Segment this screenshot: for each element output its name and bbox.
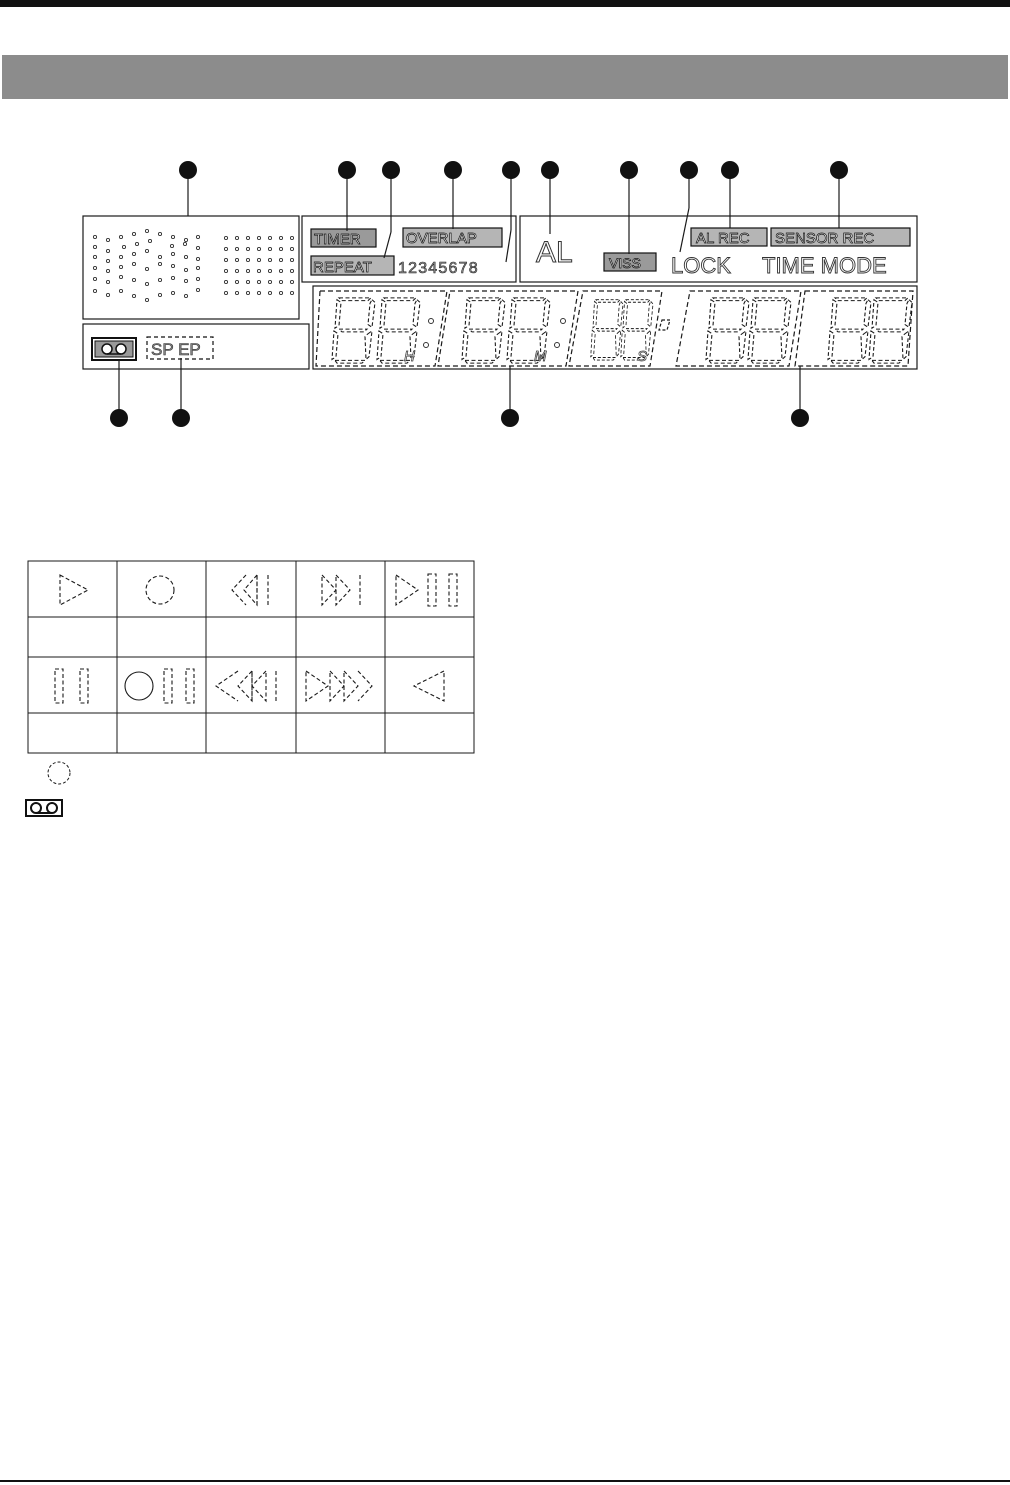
al-label: AL	[536, 236, 573, 269]
counter-right-outline	[795, 291, 913, 366]
matrix-dot	[196, 277, 199, 280]
matrix-dot	[93, 245, 96, 248]
matrix-dot	[257, 269, 260, 272]
seconds-unit-label: S	[637, 348, 648, 365]
matrix-dot	[132, 252, 135, 255]
rewind-icon	[232, 575, 268, 605]
al-rec-label: AL REC	[696, 230, 750, 247]
callout-marker	[502, 161, 520, 179]
counter-digit	[332, 298, 375, 363]
callout-marker	[791, 409, 809, 427]
matrix-dot	[171, 235, 174, 238]
matrix-dot	[196, 266, 199, 269]
matrix-dot	[170, 244, 173, 247]
counter-digit	[828, 298, 871, 363]
matrix-dot	[257, 247, 260, 250]
matrix-dot	[279, 269, 282, 272]
timer-label: TIMER	[314, 231, 361, 248]
matrix-dot	[246, 291, 249, 294]
reverse-play-icon	[414, 671, 444, 701]
matrix-dot	[279, 247, 282, 250]
fast-forward-icon	[322, 575, 360, 605]
matrix-dot	[132, 294, 135, 297]
minus-sign-icon	[659, 320, 670, 330]
matrix-dot	[290, 236, 293, 239]
matrix-dot	[184, 268, 187, 271]
matrix-dot	[246, 269, 249, 272]
matrix-dot	[106, 293, 109, 296]
matrix-dot	[235, 236, 238, 239]
matrix-dot	[246, 258, 249, 261]
matrix-dot	[257, 236, 260, 239]
matrix-dot	[171, 276, 174, 279]
matrix-dot	[132, 278, 135, 281]
matrix-dot	[235, 258, 238, 261]
play-pause-icon	[396, 574, 457, 606]
lock-label: LOCK	[671, 253, 731, 278]
counter-digit	[748, 298, 791, 363]
callout-marker	[172, 409, 190, 427]
colon-dot	[561, 319, 566, 324]
matrix-dot	[135, 242, 138, 245]
matrix-dot	[290, 269, 293, 272]
matrix-dot	[158, 293, 161, 296]
matrix-dot	[171, 252, 174, 255]
matrix-dot	[158, 262, 161, 265]
time-mode-label: TIME MODE	[762, 253, 887, 278]
record-icon	[146, 576, 174, 604]
callout-marker	[501, 409, 519, 427]
callout-marker	[680, 161, 698, 179]
callout-marker	[110, 409, 128, 427]
sp-ep-label: SP EP	[151, 340, 201, 359]
matrix-dot	[119, 255, 122, 258]
counter-digit	[591, 300, 623, 360]
matrix-dot	[268, 236, 271, 239]
viss-label: VISS	[609, 255, 641, 271]
fast-rewind-icon	[216, 671, 276, 701]
matrix-dot	[183, 242, 186, 245]
matrix-dot	[235, 291, 238, 294]
colon-dot	[555, 343, 560, 348]
matrix-dot	[119, 265, 122, 268]
matrix-dot	[279, 258, 282, 261]
matrix-dot	[119, 289, 122, 292]
matrix-dot	[106, 269, 109, 272]
matrix-dot	[224, 236, 227, 239]
matrix-dot	[158, 255, 161, 258]
matrix-dot	[290, 247, 293, 250]
matrix-dot	[106, 280, 109, 283]
matrix-dot	[279, 291, 282, 294]
matrix-dot	[93, 289, 96, 292]
matrix-dot	[224, 269, 227, 272]
matrix-dot	[93, 255, 96, 258]
matrix-dot	[106, 249, 109, 252]
matrix-dot	[246, 247, 249, 250]
matrix-dot	[196, 235, 199, 238]
matrix-dot	[145, 229, 148, 232]
cassette-indicator-icon	[92, 338, 136, 360]
callout-marker	[444, 161, 462, 179]
minutes-group-outline	[438, 291, 578, 366]
fast-forward-search-icon	[306, 671, 372, 701]
matrix-dot	[268, 258, 271, 261]
callout-marker	[541, 161, 559, 179]
colon-dot	[429, 319, 434, 324]
matrix-dot	[279, 280, 282, 283]
matrix-dot	[224, 258, 227, 261]
matrix-dot	[145, 298, 148, 301]
matrix-dot	[268, 280, 271, 283]
callout-marker	[830, 161, 848, 179]
matrix-dot	[145, 249, 148, 252]
callout-marker	[382, 161, 400, 179]
counter-digit	[869, 298, 912, 363]
matrix-dot	[184, 294, 187, 297]
minutes-unit-label: M	[534, 348, 547, 365]
matrix-dot	[235, 280, 238, 283]
matrix-dot	[224, 280, 227, 283]
matrix-dot	[290, 280, 293, 283]
matrix-dot	[145, 282, 148, 285]
callout-marker	[338, 161, 356, 179]
matrix-dot	[184, 255, 187, 258]
display-diagram	[0, 0, 1010, 460]
counter-digit	[462, 298, 505, 363]
matrix-dot	[196, 257, 199, 260]
matrix-dot	[122, 245, 125, 248]
matrix-dot	[184, 238, 187, 241]
matrix-dot	[106, 259, 109, 262]
counter-digit	[706, 298, 749, 363]
icon-table	[0, 550, 1010, 830]
matrix-dot	[93, 266, 96, 269]
matrix-dot	[171, 264, 174, 267]
matrix-dot	[196, 288, 199, 291]
pause-icon	[55, 669, 88, 703]
play-icon	[60, 575, 88, 605]
callout-marker	[721, 161, 739, 179]
matrix-dot	[106, 238, 109, 241]
matrix-dot	[132, 232, 135, 235]
matrix-dot	[132, 262, 135, 265]
colon-dot	[424, 343, 429, 348]
matrix-dot	[145, 267, 148, 270]
dot-matrix	[93, 229, 293, 301]
repeat-label: REPEAT	[313, 259, 372, 276]
cassette-icon	[26, 800, 62, 816]
matrix-dot	[268, 269, 271, 272]
matrix-dot	[224, 291, 227, 294]
overlap-label: OVERLAP	[406, 230, 477, 247]
matrix-dot	[246, 280, 249, 283]
matrix-dot	[257, 280, 260, 283]
matrix-dot	[119, 275, 122, 278]
matrix-dot	[290, 291, 293, 294]
matrix-dot	[196, 246, 199, 249]
matrix-dot	[93, 235, 96, 238]
matrix-dot	[268, 291, 271, 294]
matrix-dot	[268, 247, 271, 250]
hours-unit-label: H	[404, 348, 415, 365]
matrix-dot	[93, 277, 96, 280]
record-circle-icon	[48, 762, 70, 784]
program-numbers: 12345678	[398, 260, 479, 277]
matrix-dot	[290, 258, 293, 261]
matrix-dot	[171, 291, 174, 294]
matrix-dot	[184, 279, 187, 282]
matrix-dot	[158, 232, 161, 235]
matrix-dot	[235, 269, 238, 272]
matrix-dot	[224, 247, 227, 250]
matrix-dot	[119, 235, 122, 238]
matrix-dot	[279, 236, 282, 239]
matrix-dot	[235, 247, 238, 250]
callout-marker	[620, 161, 638, 179]
record-pause-icon	[125, 669, 194, 703]
matrix-dot	[158, 278, 161, 281]
matrix-dot	[148, 239, 151, 242]
matrix-dot	[257, 258, 260, 261]
matrix-dot	[246, 236, 249, 239]
dot-matrix-panel	[83, 216, 299, 319]
matrix-dot	[257, 291, 260, 294]
callout-marker	[179, 161, 197, 179]
bottom-rule	[0, 1480, 1010, 1482]
sensor-rec-label: SENSOR REC	[775, 230, 875, 247]
